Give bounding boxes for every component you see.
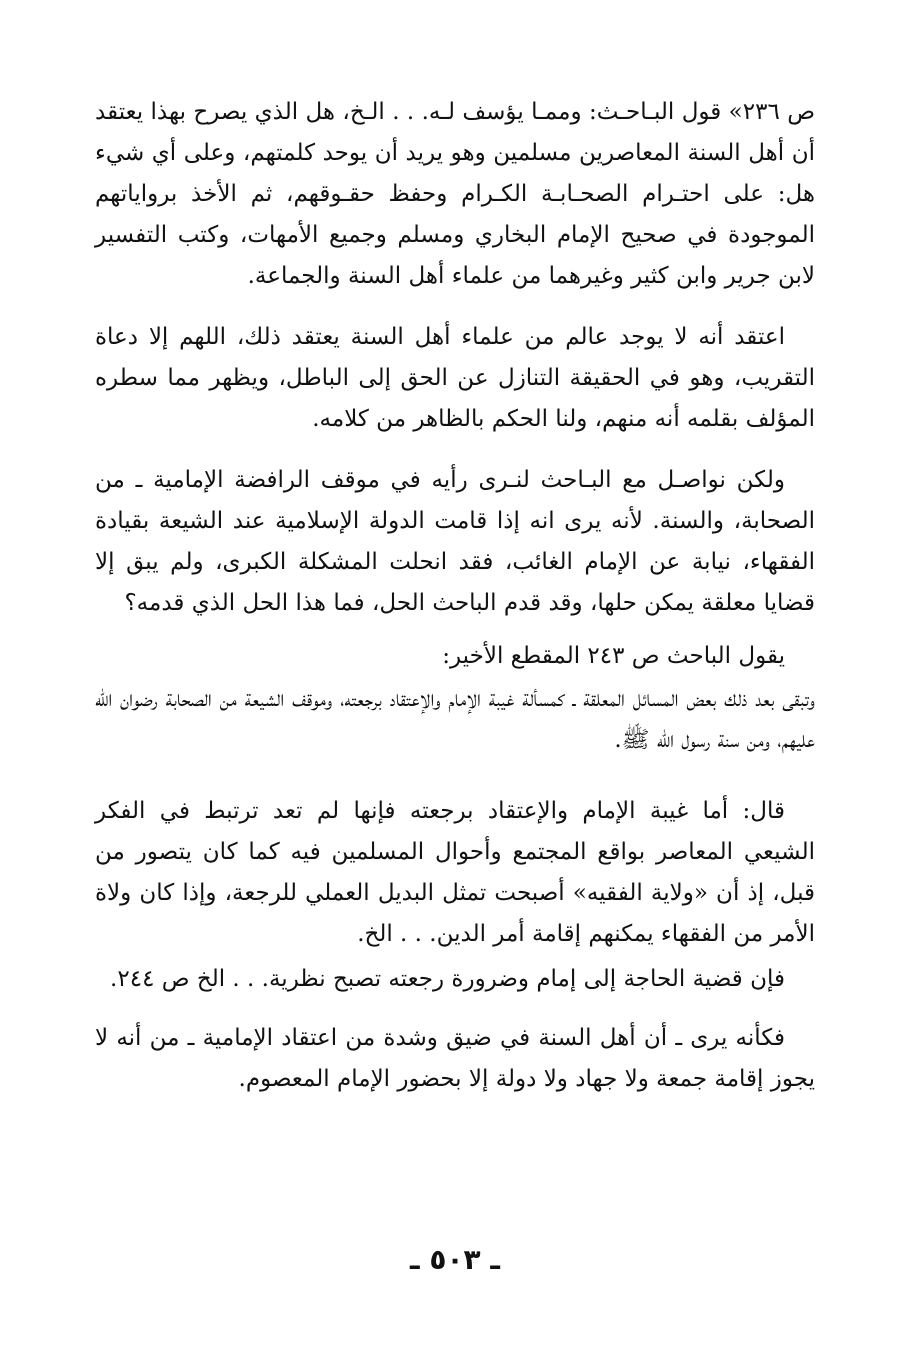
page-number: ـ ٥٠٣ ـ xyxy=(410,1243,500,1276)
paragraph-2: اعتقد أنه لا يوجد عالم من علماء أهل السنة يعتقد ذلك، اللهم إلا دعاة التقريب، وهو في الحقيقة التنازل عن الحق إلى الباطل، ويظهر مما سطره المؤلف بقلمه أنه منهم، ولنا الحكم بالظاهر من كلامه. xyxy=(95,324,815,432)
paragraph-1: ص ٢٣٦» قول البـاحـث: وممـا يؤسف لـه. . . الـخ، هل الذي يصرح بهذا يعتقد أن أهل السنة المعاصرين مسلمين وهو يريد أن يوحد كلمتهم، وعلى أي شيء هل: على احتـرام الصحـابـة الكـرام وحفظ حقـوقهم، ثم الأخذ برواياتهم الموجودة في صحيح الإمام البخاري ومسلم وجميع الأمهات، وكتب التفسير لابن جرير وابن كثير وغيرهما من علماء أهل السنة والجماعة. xyxy=(95,99,815,289)
paragraph-6: فكأنه يرى ـ أن أهل السنة في ضيق وشدة من اعتقاد الإمامية ـ من أنه لا يجوز إقامة جمعة ولا جهاد ولا دولة إلا بحضور الإمام المعصوم. xyxy=(95,1025,815,1092)
paragraph-5: قال: أما غيبة الإمام والإعتقاد برجعته فإنها لم تعد ترتبط في الفكر الشيعي المعاصر بواقع المجتمع وأحوال المسلمين فيه كما كان يتصور من قبل، إذ أن «ولاية الفقيه» أصبحت تمثل البديل العملي للرجعة، وإذا كان ولاة الأمر من الفقهاء يمكنهم إقامة أمر الدين. . . الخ. xyxy=(95,798,815,947)
paragraph-3: ولكن نواصـل مع البـاحث لنـرى رأيه في موقف الرافضة الإمامية ـ من الصحابة، والسنة. لأنه يرى انه إذا قامت الدولة الإسلامية عند الشيعة بقيادة الفقهاء، نيابة عن الإمام الغائب، فقد انحلت المشكلة الكبرى، ولم يبق إلا قضايا معلقة يمكن حلها، وقد قدم الباحث الحل، فما هذا الحل الذي قدمه؟ xyxy=(95,467,815,616)
quote-paragraph-1: وتبقى بعد ذلك بعض المسائل المعلقة ـ كمسألة غيبة الإمام والإعتقاد برجعته، وموقف الشيعة من الصحابة رضوان الله عليهم، ومن سنة رسول الله ﷺ. xyxy=(95,686,815,753)
quote-paragraph-2: فإن قضية الحاجة إلى إمام وضرورة رجعته تصبح نظرية. . . الخ ص ٢٤٤. xyxy=(110,966,785,992)
page-body xyxy=(95,92,815,1100)
paragraph-4: يقول الباحث ص ٢٤٣ المقطع الأخير: xyxy=(442,643,785,669)
